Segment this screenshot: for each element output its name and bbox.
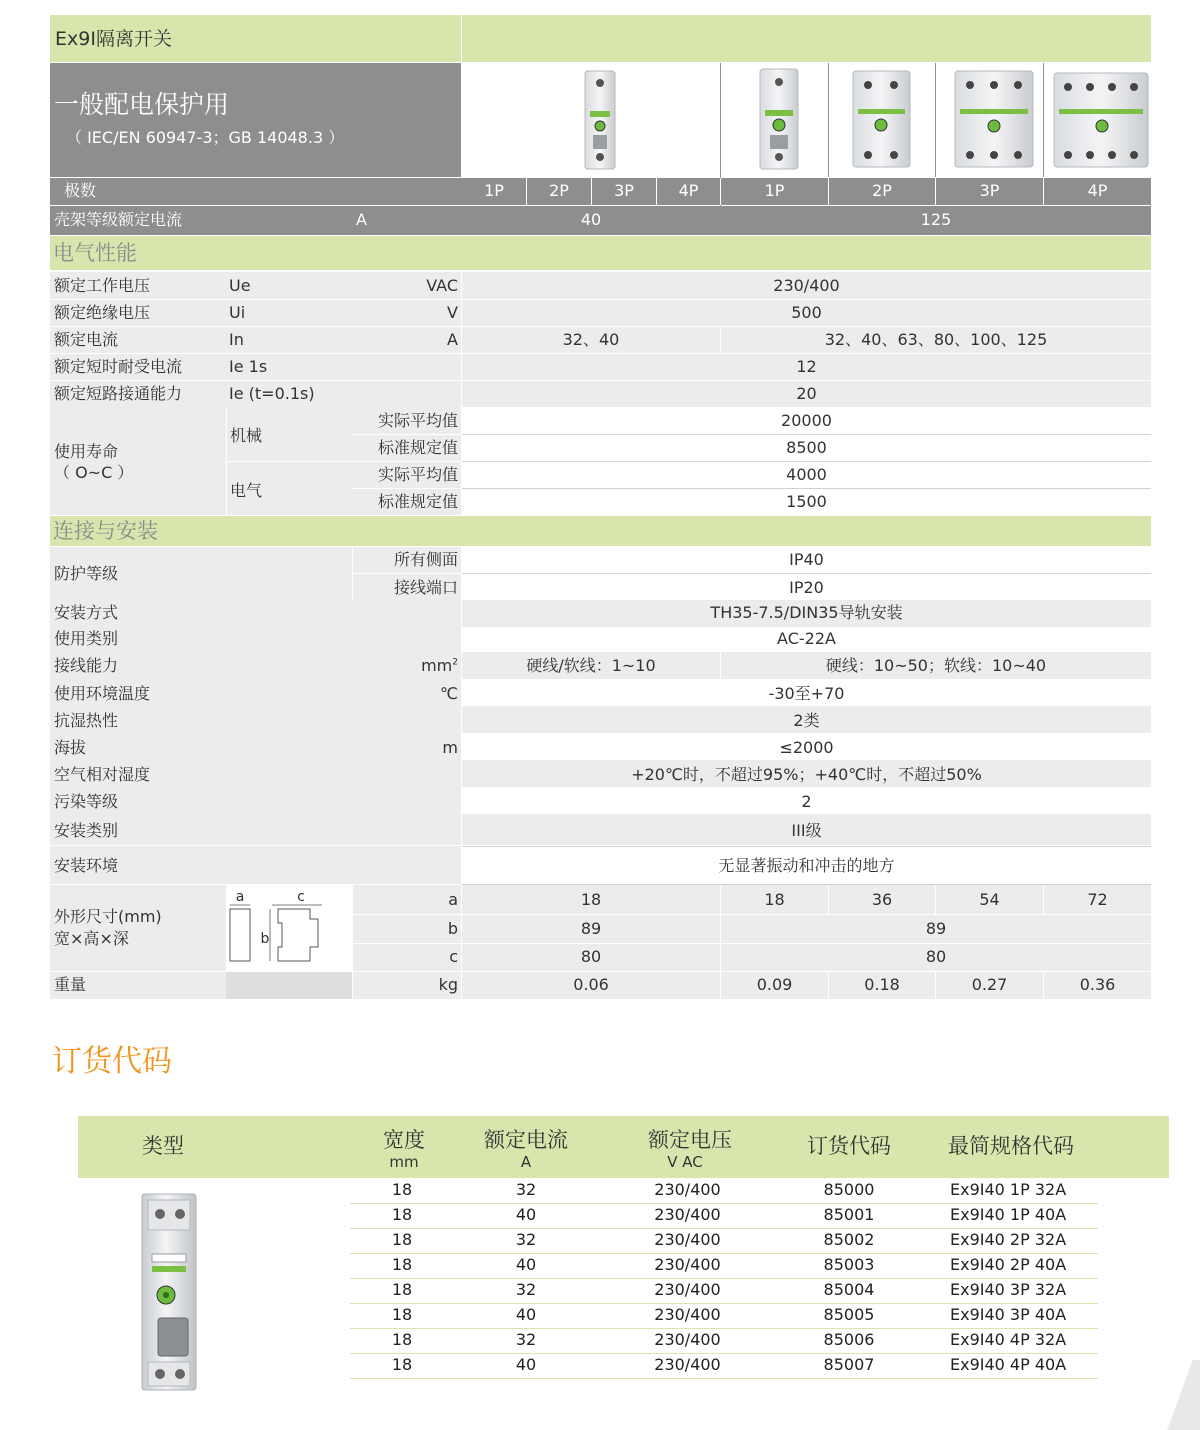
dim-b-label: b <box>447 919 458 938</box>
ip-side-label: 所有侧面 <box>393 550 458 569</box>
col-width-unit: mm <box>389 1153 419 1171</box>
order-product-image <box>138 1192 204 1394</box>
pole-col: 3P <box>979 181 1000 200</box>
life-mech-std-value: 8500 <box>786 438 827 457</box>
temp-unit: ℃ <box>440 684 458 703</box>
alt-value: ≤2000 <box>779 738 834 757</box>
breaker-1p-40-image <box>585 71 615 169</box>
usage-panel <box>50 63 461 177</box>
ue-symbol: Ue <box>229 276 251 295</box>
section-title-install: 连接与安装 <box>53 519 158 543</box>
temp-value: -30至+70 <box>768 684 845 703</box>
dims-sublabel: 宽×高×深 <box>54 929 129 948</box>
cell-current: 40 <box>515 1305 537 1324</box>
in-label: 额定电流 <box>54 330 119 349</box>
wiring-value-125: 硬线：10~50；软线：10~40 <box>825 656 1047 675</box>
icw-value: 12 <box>796 357 817 376</box>
pole-col: 4P <box>678 181 699 200</box>
ue-value: 230/400 <box>773 276 840 295</box>
cell-spec: Ex9I40 2P 32A <box>950 1230 1067 1249</box>
col-current-unit: A <box>520 1153 532 1171</box>
weight-label: 重量 <box>54 975 87 994</box>
wiring-value-40: 硬线/软线：1~10 <box>526 656 656 675</box>
mount-label: 安装方式 <box>54 603 119 622</box>
dim-a-4p: 72 <box>1087 890 1108 909</box>
in-unit: A <box>447 330 458 349</box>
dim-c-label: c <box>449 947 458 966</box>
cell-voltage: 230/400 <box>654 1280 721 1299</box>
dim-a-label: a <box>448 890 458 909</box>
weight-3p: 0.27 <box>971 975 1008 994</box>
cell-width: 18 <box>391 1305 413 1324</box>
ip-term-label: 接线端口 <box>393 578 458 597</box>
order-title: 订货代码 <box>52 1044 172 1079</box>
frame-value-40: 40 <box>580 210 602 229</box>
cell-current: 32 <box>515 1180 537 1199</box>
cell-width: 18 <box>391 1280 413 1299</box>
fig-label-c: c <box>297 889 305 905</box>
category-value: AC-22A <box>777 629 836 648</box>
col-voltage: 额定电压 <box>648 1128 732 1152</box>
cell-width: 18 <box>391 1205 413 1224</box>
breaker-4p-image <box>1054 73 1148 167</box>
cell-voltage: 230/400 <box>654 1205 721 1224</box>
cell-voltage: 230/400 <box>654 1255 721 1274</box>
life-mech-label: 机械 <box>230 426 263 445</box>
cell-code: 85001 <box>823 1205 875 1224</box>
cell-code: 85007 <box>823 1355 875 1374</box>
pole-col: 1P <box>764 181 785 200</box>
pole-col: 2P <box>872 181 892 200</box>
icw-label: 额定短时耐受电流 <box>54 357 183 376</box>
cell-width: 18 <box>391 1180 413 1199</box>
mount-value: TH35-7.5/DIN35导轨安装 <box>710 603 903 622</box>
hum-value: +20℃时，不超过95%；+40℃时，不超过50% <box>631 765 982 784</box>
dim-b-40: 89 <box>580 919 602 938</box>
section-install <box>50 516 1151 546</box>
life-elec-avg-label: 实际平均值 <box>377 465 458 484</box>
pole-col: 1P <box>484 181 504 200</box>
instcat-label: 安装类别 <box>54 821 119 840</box>
icm-value: 20 <box>796 384 817 403</box>
life-elec-std-value: 1500 <box>786 492 827 511</box>
fig-label-b: b <box>260 931 270 947</box>
cell-voltage: 230/400 <box>654 1230 721 1249</box>
frame-label: 壳架等级额定电流 <box>54 210 183 229</box>
cell-spec: Ex9I40 4P 32A <box>950 1330 1067 1349</box>
damp-value: 2类 <box>793 711 820 730</box>
hum-label: 空气相对湿度 <box>54 765 151 784</box>
breaker-1p-125-image <box>760 69 798 169</box>
ue-unit: VAC <box>426 276 458 295</box>
frame-unit: A <box>356 210 367 229</box>
ui-unit: V <box>447 303 458 322</box>
damp-label: 抗湿热性 <box>54 711 119 730</box>
dimension-figure <box>226 885 352 971</box>
dim-a-2p: 36 <box>871 890 893 909</box>
ui-label: 额定绝缘电压 <box>54 303 151 322</box>
breaker-images <box>462 63 1151 177</box>
life-label: 使用寿命 <box>54 442 119 461</box>
col-width: 宽度 <box>383 1128 425 1152</box>
ip-term-value: IP20 <box>789 578 824 597</box>
poll-label: 污染等级 <box>54 792 119 811</box>
dims-label: 外形尺寸(mm) <box>54 907 162 926</box>
in-value-125: 32、40、63、80、100、125 <box>824 330 1048 349</box>
instcat-value: III级 <box>791 821 822 840</box>
pole-col: 3P <box>614 181 634 200</box>
dim-a-40: 18 <box>580 890 602 909</box>
usage-title: 一般配电保护用 <box>54 90 230 119</box>
product-title: Ex9I隔离开关 <box>55 28 172 50</box>
pole-col: 4P <box>1087 181 1108 200</box>
col-voltage-unit: V AC <box>667 1153 703 1171</box>
icm-label: 额定短路接通能力 <box>54 384 183 403</box>
ui-value: 500 <box>791 303 822 322</box>
dim-c-40: 80 <box>580 947 602 966</box>
dim-b-125: 89 <box>925 919 947 938</box>
pole-col: 2P <box>549 181 569 200</box>
cell-code: 85003 <box>823 1255 875 1274</box>
cell-voltage: 230/400 <box>654 1305 721 1324</box>
life-elec-avg-value: 4000 <box>786 465 827 484</box>
alt-unit: m <box>442 738 458 757</box>
env-value: 无显著振动和冲击的地方 <box>718 856 895 875</box>
col-current: 额定电流 <box>484 1128 568 1152</box>
cell-width: 18 <box>391 1255 413 1274</box>
fig-label-a: a <box>235 889 245 905</box>
cell-voltage: 230/400 <box>654 1330 721 1349</box>
dim-a-3p: 54 <box>979 890 1000 909</box>
category-label: 使用类别 <box>54 629 119 648</box>
cell-spec: Ex9I40 3P 40A <box>950 1305 1067 1324</box>
weight-40: 0.06 <box>573 975 609 994</box>
life-elec-label: 电气 <box>230 481 263 500</box>
cell-current: 32 <box>515 1330 537 1349</box>
life-sublabel: （ O~C ） <box>54 463 134 482</box>
col-type: 类型 <box>142 1134 184 1158</box>
poll-value: 2 <box>801 792 812 811</box>
cell-spec: Ex9I40 1P 32A <box>950 1180 1067 1199</box>
header-band <box>50 15 1151 62</box>
corner-decoration <box>1167 1360 1200 1430</box>
cell-width: 18 <box>391 1355 413 1374</box>
weight-4p: 0.36 <box>1079 975 1116 994</box>
ue-label: 额定工作电压 <box>54 276 151 295</box>
cell-current: 40 <box>515 1355 537 1374</box>
icm-symbol: Ie (t=0.1s) <box>229 384 315 403</box>
cell-current: 40 <box>515 1205 537 1224</box>
cell-voltage: 230/400 <box>654 1355 721 1374</box>
poles-label: 极数 <box>64 181 97 200</box>
life-mech-std-label: 标准规定值 <box>377 438 458 457</box>
col-spec: 最简规格代码 <box>948 1134 1074 1158</box>
cell-width: 18 <box>391 1230 413 1249</box>
breaker-3p-image <box>955 71 1033 167</box>
life-elec-std-label: 标准规定值 <box>377 492 458 511</box>
life-mech-avg-label: 实际平均值 <box>377 411 458 430</box>
wiring-unit: $mm^2$ <box>421 656 458 675</box>
standard-text: （ IEC/EN 60947-3；GB 14048.3 ） <box>66 128 345 147</box>
in-value-40: 32、40 <box>562 330 620 349</box>
env-label: 安装环境 <box>54 856 119 875</box>
section-title-electrical: 电气性能 <box>53 241 137 265</box>
cell-voltage: 230/400 <box>654 1180 721 1199</box>
cell-current: 32 <box>515 1280 537 1299</box>
life-mech-avg-value: 20000 <box>781 411 832 430</box>
alt-label: 海拔 <box>54 738 87 757</box>
dim-c-125: 80 <box>925 947 947 966</box>
cell-spec: Ex9I40 3P 32A <box>950 1280 1067 1299</box>
cell-current: 32 <box>515 1230 537 1249</box>
cell-width: 18 <box>391 1330 413 1349</box>
breaker-2p-image <box>853 71 910 167</box>
cell-code: 85002 <box>823 1230 875 1249</box>
ip-side-value: IP40 <box>789 550 824 569</box>
icw-symbol: Ie 1s <box>229 357 268 376</box>
ui-symbol: Ui <box>229 303 246 322</box>
cell-code: 85005 <box>823 1305 875 1324</box>
cell-code: 85004 <box>823 1280 875 1299</box>
col-code: 订货代码 <box>807 1134 891 1158</box>
cell-spec: Ex9I40 1P 40A <box>950 1205 1067 1224</box>
frame-value-125: 125 <box>920 210 952 229</box>
ip-label: 防护等级 <box>54 564 119 583</box>
cell-code: 85000 <box>823 1180 875 1199</box>
dim-a-1p: 18 <box>764 890 785 909</box>
weight-unit: kg <box>438 975 458 994</box>
in-symbol: In <box>229 330 244 349</box>
cell-code: 85006 <box>823 1330 875 1349</box>
cell-spec: Ex9I40 2P 40A <box>950 1255 1067 1274</box>
cell-spec: Ex9I40 4P 40A <box>950 1355 1067 1374</box>
cell-current: 40 <box>515 1255 537 1274</box>
section-electrical <box>50 236 1151 270</box>
temp-label: 使用环境温度 <box>54 684 151 703</box>
wiring-label: 接线能力 <box>54 656 119 675</box>
weight-1p: 0.09 <box>756 975 793 994</box>
weight-2p: 0.18 <box>864 975 900 994</box>
